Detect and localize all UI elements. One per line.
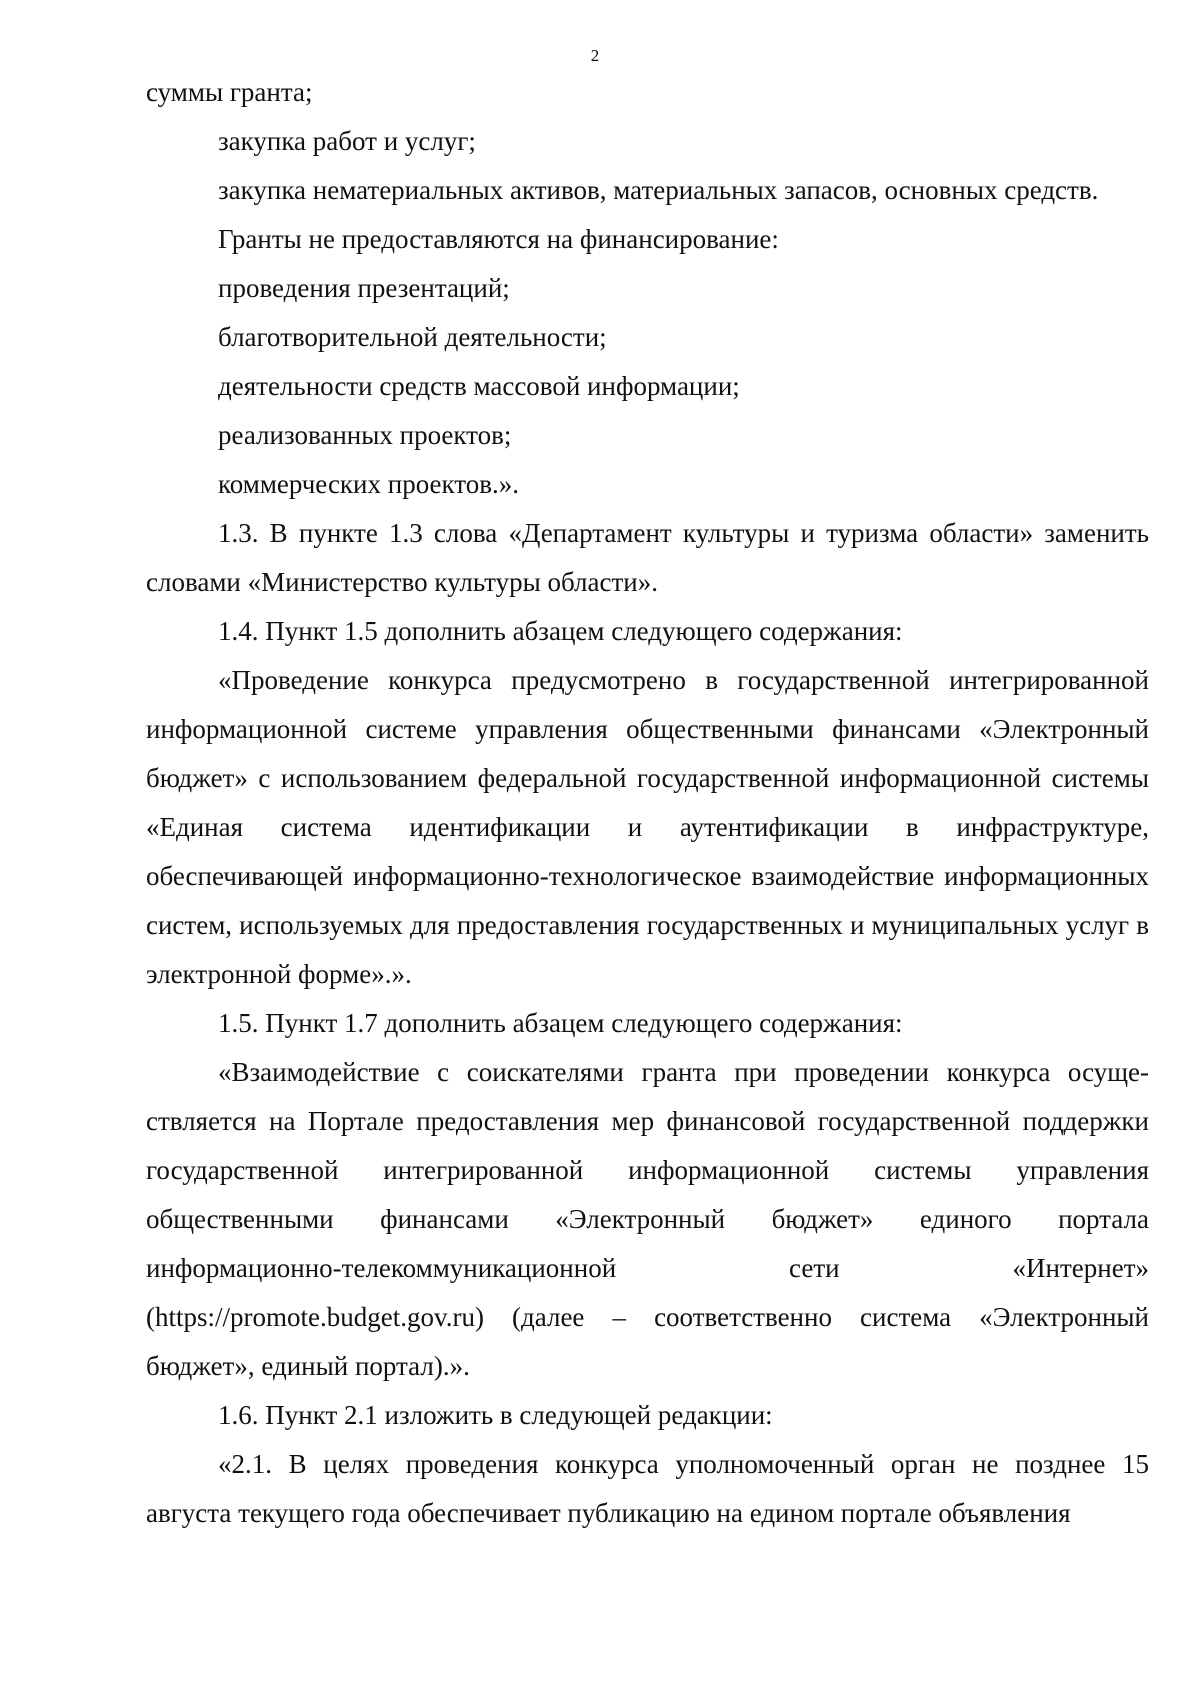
paragraph: 1.4. Пункт 1.5 дополнить абзацем следующего содержания: (218, 616, 903, 646)
paragraph: благотворительной деятельности; (218, 322, 607, 352)
paragraph: «Взаимодействие с соискателями гранта при проведении конкурса осуществляется на Портале предоставления мер финансовой государственной поддержки государственной интегрированной информационной системы управления общественными финансами «Электронный бюджет» единого портала информационно-телекоммуникационной сети «Интернет» (https://promote.budget.gov.ru) (далее – соответственно система «Электронный бюджет», единый портал).». (146, 1057, 1149, 1381)
paragraph: Гранты не предоставляются на финансирование: (218, 224, 779, 254)
paragraph: 1.6. Пункт 2.1 изложить в следующей редакции: (218, 1400, 773, 1430)
paragraph: 1.5. Пункт 1.7 дополнить абзацем следующего содержания: (218, 1008, 903, 1038)
paragraph: 1.3. В пункте 1.3 слова «Департамент культуры и туризма области» заменить словами «Министерство культуры области». (146, 518, 1149, 597)
page-number: 2 (590, 46, 600, 65)
paragraph: проведения презентаций; (218, 273, 510, 303)
paragraph: закупка работ и услуг; (218, 126, 476, 156)
paragraph: деятельности средств массовой информации; (218, 371, 740, 401)
document-body (146, 68, 1149, 1538)
paragraph: коммерческих проектов.». (218, 469, 519, 499)
paragraph: реализованных проектов; (218, 420, 512, 450)
paragraph: «2.1. В целях проведения конкурса уполномоченный орган не позднее 15 августа текущего года обеспечивает публикацию на едином портале объявления (146, 1449, 1149, 1528)
paragraph: суммы гранта; (146, 77, 313, 107)
paragraph: закупка нематериальных активов, материальных запасов, основных средств. (218, 175, 1099, 205)
paragraph: «Проведение конкурса предусмотрено в государственной интегрированной информационной системе управления общественными финансами «Электронный бюджет» с использованием федеральной государственной информационной системы «Единая система идентификации и аутентификации в инфраструктуре, обеспечивающей информационно-технологическое взаимодействие информационных систем, используемых для предоставления государственных и муниципальных услуг в электронной форме».». (146, 665, 1149, 989)
